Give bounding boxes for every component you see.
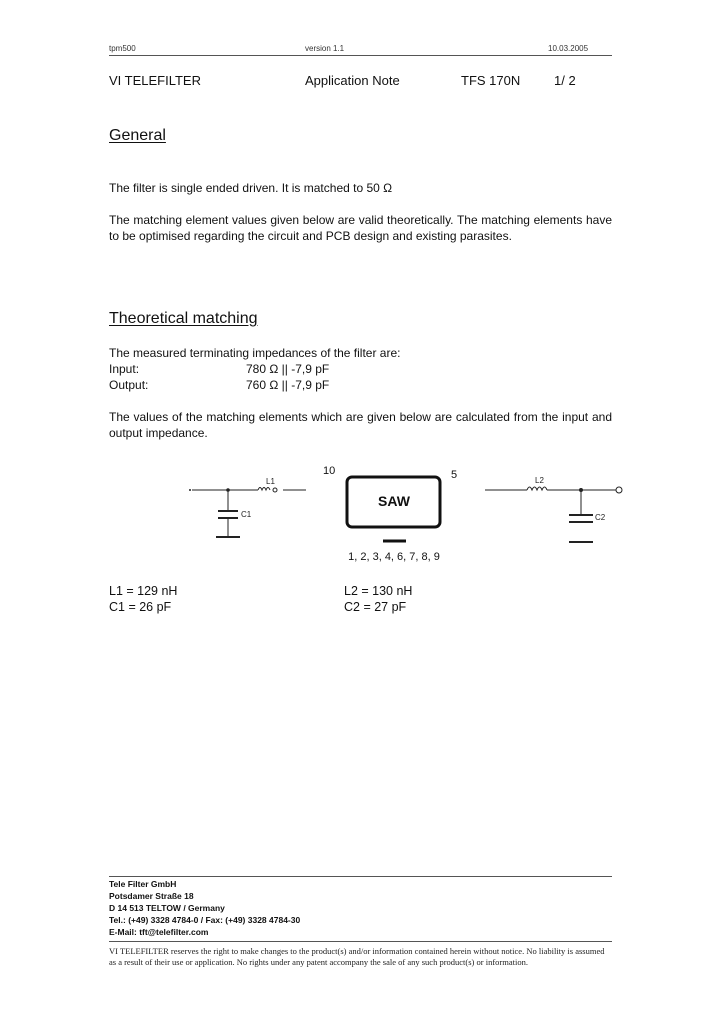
c1-value: C1 = 26 pF [109, 600, 172, 614]
page-number: 1/ 2 [554, 73, 576, 88]
footer-city: D 14 513 TELTOW / Germany [109, 903, 225, 913]
input-label: Input: [109, 362, 140, 376]
footer-email[interactable]: E-Mail: tft@telefilter.com [109, 927, 209, 937]
pin-output-label: 5 [451, 469, 458, 481]
general-paragraph-1: The filter is single ended driven. It is matched to 50 Ω [109, 181, 393, 195]
input-impedance: 780 Ω || -7,9 pF [246, 362, 330, 376]
company-name: VI TELEFILTER [109, 73, 201, 88]
general-heading: General [109, 127, 166, 144]
impedance-intro: The measured terminating impedances of the filter are: [109, 346, 401, 360]
ground-pins-label: 1, 2, 3, 4, 6, 7, 8, 9 [348, 551, 440, 563]
doc-version: version 1.1 [305, 44, 345, 53]
l1-value: L1 = 129 nH [109, 584, 178, 598]
footer-company: Tele Filter GmbH [109, 879, 177, 889]
l2-inductor [527, 487, 547, 490]
doc-date: 10.03.2005 [548, 44, 589, 53]
theoretical-heading: Theoretical matching [109, 310, 258, 327]
footer-rule-top [109, 876, 612, 877]
output-impedance: 760 Ω || -7,9 pF [246, 378, 330, 392]
input-terminal [189, 489, 191, 491]
l2-label: L2 [535, 476, 544, 485]
saw-label: SAW [378, 493, 410, 509]
c2-value: C2 = 27 pF [344, 600, 407, 614]
document-type: Application Note [305, 73, 400, 88]
c2-label: C2 [595, 513, 606, 522]
footer-street: Potsdamer Straße 18 [109, 891, 194, 901]
output-terminal [616, 487, 622, 493]
pin-input-label: 10 [323, 465, 336, 477]
l1-inductor [258, 488, 270, 491]
calculation-paragraph: The values of the matching elements which are given below are calculated from the input and output impedance. [109, 410, 612, 440]
part-number: TFS 170N [461, 73, 521, 88]
general-paragraph-2: The matching element values given below are valid theoretically. The matching elements have to be optimised regarding the circuit and PCB design and existing parasites. [109, 213, 612, 243]
footer-rule-bottom [109, 941, 612, 942]
l2-value: L2 = 130 nH [344, 584, 413, 598]
footer-disclaimer: VI TELEFILTER reserves the right to make changes to the product(s) and/or information contained herein without notice. No liability is assumed as a result of their use or application. No rights under any patent accompany the sale of any such product(s) or information. [109, 946, 605, 967]
l1-label: L1 [266, 477, 275, 486]
footer-phone: Tel.: (+49) 3328 4784-0 / Fax: (+49) 3328 4784-30 [109, 915, 301, 925]
output-label: Output: [109, 378, 149, 392]
doc-code: tpm500 [109, 44, 136, 53]
c1-label: C1 [241, 510, 252, 519]
